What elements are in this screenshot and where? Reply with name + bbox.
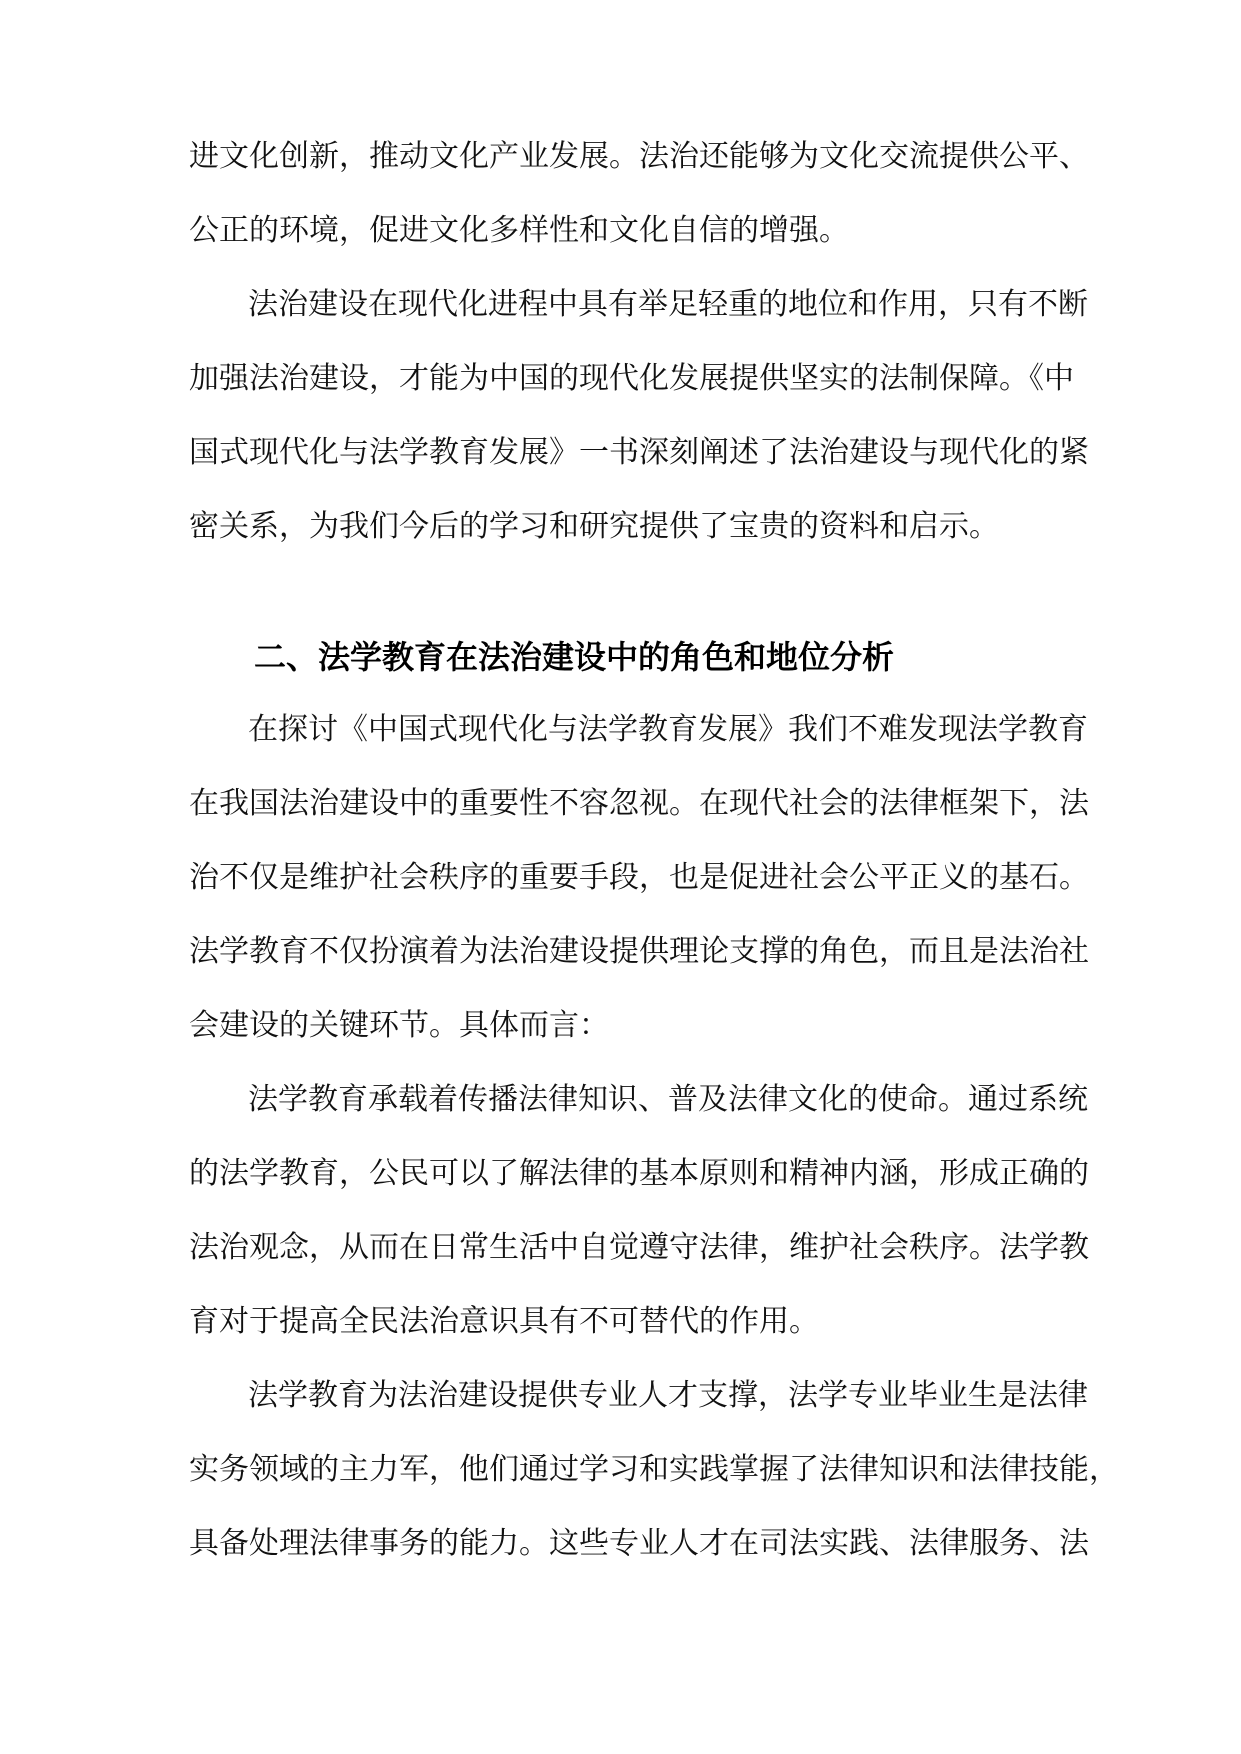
paragraph-2-line-2: 加强法治建设，才能为中国的现代化发展提供坚实的法制保障。《中	[189, 361, 1074, 396]
paragraph-5-line-2: 实务领域的主力军，他们通过学习和实践掌握了法律知识和法律技能，	[189, 1452, 1119, 1487]
paragraph-4-line-2: 的法学教育，公民可以了解法律的基本原则和精神内涵，形成正确的	[189, 1156, 1089, 1191]
paragraph-2-line-4: 密关系，为我们今后的学习和研究提供了宝贵的资料和启示。	[189, 509, 999, 544]
paragraph-1-line-2: 公正的环境，促进文化多样性和文化自信的增强。	[189, 213, 849, 248]
paragraph-3-line-1: 在探讨《中国式现代化与法学教育发展》我们不难发现法学教育	[248, 712, 1088, 747]
paragraph-5-line-3: 具备处理法律事务的能力。这些专业人才在司法实践、法律服务、法	[189, 1526, 1089, 1561]
paragraph-4-line-3: 法治观念，从而在日常生活中自觉遵守法律，维护社会秩序。法学教	[189, 1230, 1089, 1265]
paragraph-1-line-1: 进文化创新，推动文化产业发展。法治还能够为文化交流提供公平、	[189, 139, 1089, 174]
paragraph-5-line-1: 法学教育为法治建设提供专业人才支撑，法学专业毕业生是法律	[248, 1378, 1088, 1413]
paragraph-3-line-2: 在我国法治建设中的重要性不容忽视。在现代社会的法律框架下，法	[189, 786, 1089, 821]
paragraph-4-line-1: 法学教育承载着传播法律知识、普及法律文化的使命。通过系统	[248, 1082, 1088, 1117]
paragraph-2-line-3: 国式现代化与法学教育发展》一书深刻阐述了法治建设与现代化的紧	[189, 435, 1089, 470]
paragraph-3-line-3: 治不仅是维护社会秩序的重要手段，也是促进社会公平正义的基石。	[189, 860, 1089, 895]
section-heading: 二、法学教育在法治建设中的角色和地位分析	[254, 638, 895, 676]
paragraph-2-line-1: 法治建设在现代化进程中具有举足轻重的地位和作用，只有不断	[248, 287, 1088, 322]
paragraph-4-line-4: 育对于提高全民法治意识具有不可替代的作用。	[189, 1304, 819, 1339]
paragraph-3-line-4: 法学教育不仅扮演着为法治建设提供理论支撑的角色，而且是法治社	[189, 934, 1089, 969]
paragraph-3-line-5: 会建设的关键环节。具体而言：	[189, 1008, 609, 1043]
